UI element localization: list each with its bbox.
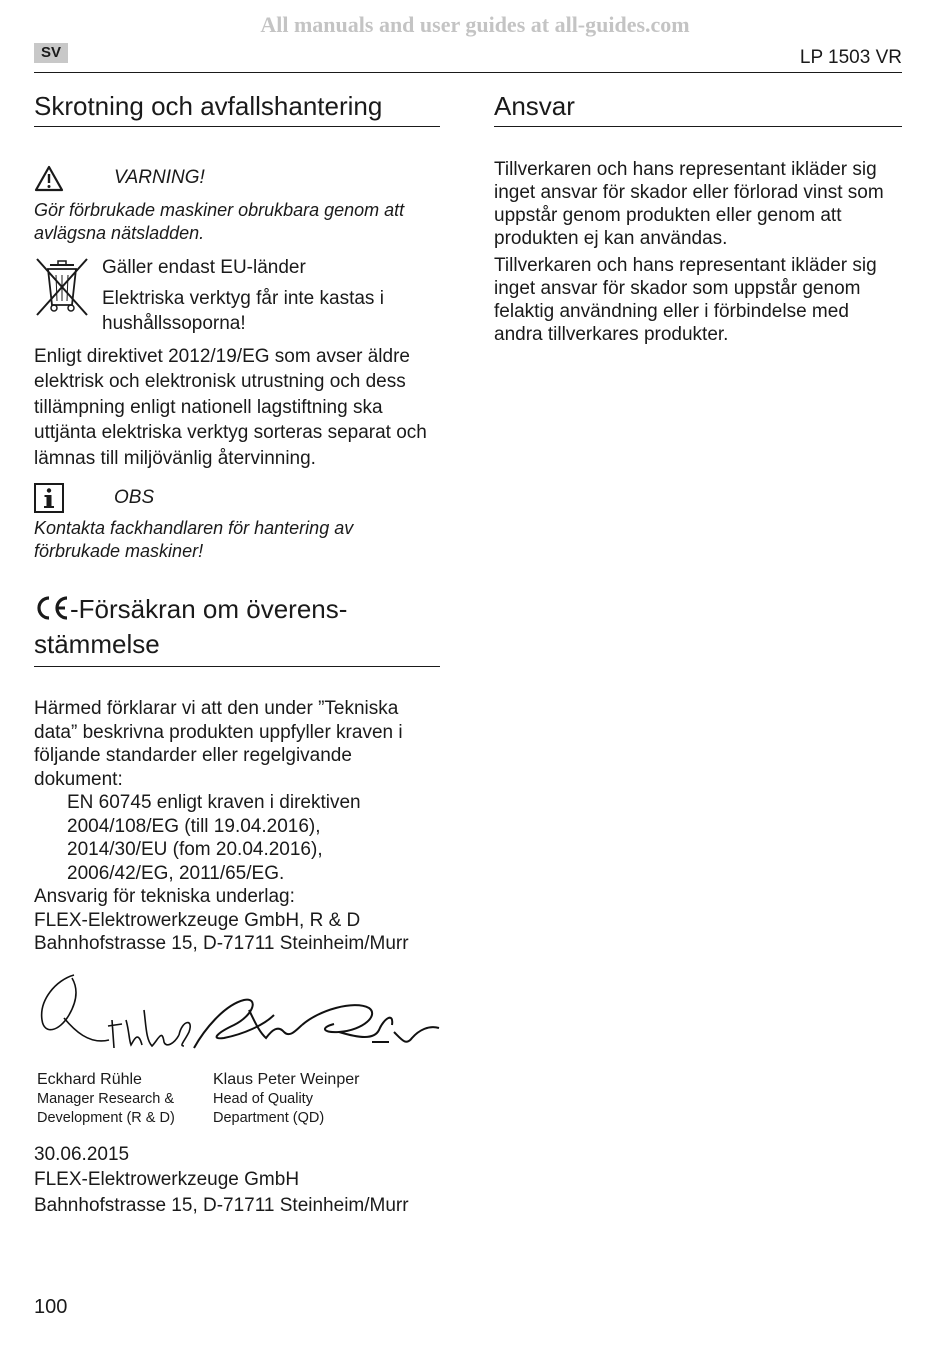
right-column [494,90,902,346]
ce-mark-icon [34,595,70,628]
liability-paragraph-2: Tillverkaren och hans representant ikläder sig inget ansvar för skador som uppstår genom felaktig användning eller i förbindelse med andra tillverkares produkter. [494,255,877,345]
weee-line-1: Gäller endast EU-länder [102,257,306,278]
standard-line: 2004/108/EG (till 19.04.2016), [67,815,321,837]
weee-line-2: Elektriska verktyg får inte kastas i hushållssoporna! [102,287,384,334]
signatory-weinper [213,1070,359,1128]
header-rule [34,72,902,73]
signatory-list [34,1070,440,1132]
model-name: LP 1503 VR [799,47,902,68]
responsible-label: Ansvarig för tekniska underlag: [34,886,295,907]
declaration-date: 30.06.2015 [34,1143,130,1165]
declaration-company: FLEX-Elektrowerkzeuge GmbH [34,1169,300,1190]
standard-line: 2006/42/EG, 2011/65/EG. [67,862,285,884]
standard-line: 2014/30/EU (fom 20.04.2016), [67,839,323,860]
warning-notice [34,163,440,193]
directive-text: Enligt direktivet 2012/19/EG som avser äldre elektrisk och elektronisk utrustning och dess tillämpning enligt nationell lagstiftning ska uttjänta elektriska verktyg sorteras separat och lämnas till miljövänlig återvinning. [34,345,427,469]
warning-label: VARNING! [114,167,205,188]
responsible-address: Bahnhofstrasse 15, D-71711 Steinheim/Murr [34,933,409,954]
signatures [34,970,440,1070]
crossed-bin-icon [34,255,94,342]
standard-line: EN 60745 enligt kraven i direktiven [67,792,361,813]
signatory-role: Department (QD) [213,1109,325,1126]
liability-heading: Ansvar [494,90,902,127]
language-badge: SV [34,43,68,63]
declaration-address: Bahnhofstrasse 15, D-71711 Steinheim/Murr [34,1194,409,1216]
left-column [34,90,440,1218]
note-label: OBS [114,487,155,508]
signatory-role: Manager Research & [37,1090,175,1107]
signatory-name: Klaus Peter Weinper [213,1070,360,1088]
note-text: Kontakta fackhandlaren för hantering av förbrukade maskiner! [34,518,354,561]
signatory-role: Development (R & D) [37,1109,175,1126]
info-icon [34,483,68,513]
note-notice [34,483,440,513]
watermark: All manuals and user guides at all-guides.com [260,12,690,37]
ce-intro: Härmed förklarar vi att den under ”Tekniska data” beskrivna produkten uppfyller kraven i följande standarder eller regelgivande dokument: [34,698,403,790]
warning-text: Gör förbrukade maskiner obrukbara genom att avlägsna nätsladden. [34,200,405,243]
standards-list [34,791,440,885]
warning-triangle-icon [34,163,68,193]
disposal-heading: Skrotning och avfallshantering [34,90,440,127]
signatory-ruhle [37,1070,175,1128]
responsible-company: FLEX-Elektrowerkzeuge GmbH, R & D [34,909,361,931]
signatory-role: Head of Quality [213,1090,313,1107]
page-number: 100 [34,1296,68,1318]
weee-notice [34,255,440,342]
ce-heading [34,593,440,667]
signatory-name: Eckhard Rühle [37,1070,142,1088]
liability-paragraph-1: Tillverkaren och hans representant ikläder sig inget ansvar för skador eller förlorad vinst som uppstår genom produkten eller genom att produkten ej kan användas. [494,159,884,249]
ce-heading-text: -Försäkran om överens-stämmelse [34,594,348,659]
handwritten-signatures [34,970,440,1070]
